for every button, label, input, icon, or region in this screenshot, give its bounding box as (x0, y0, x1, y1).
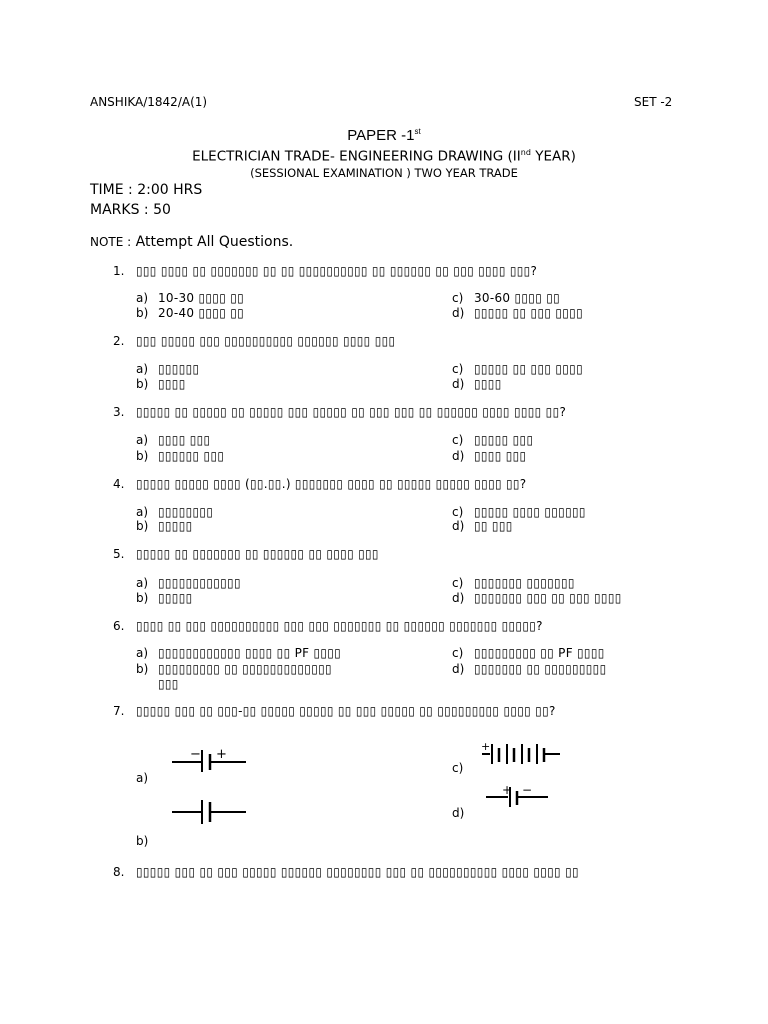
battery-symbol-d (484, 783, 556, 809)
plus-sign: + (216, 747, 227, 762)
battery-symbol-c (480, 740, 570, 766)
plus-sign: + (481, 740, 491, 753)
reference-code: ANSHIKA/1842/A(1) (90, 95, 208, 109)
plus-sign: + (502, 783, 513, 797)
battery-symbol-a (168, 744, 252, 774)
set-number: SET -2 (634, 95, 673, 109)
minus-sign: − (522, 783, 533, 797)
exam-subtitle: (SESSIONAL EXAMINATION ) TWO YEAR TRADE (250, 166, 518, 180)
marks-label: MARKS : 50 (90, 202, 171, 218)
time-label: TIME : 2:00 HRS (90, 182, 203, 198)
exam-page: ANSHIKA/1842/A(1) SET -2 PAPER -1st ELECTRICIAN TRADE- ENGINEERING DRAWING (IInd YEAR) (SESSIONAL EXAMINATION ) TWO YEAR TRADE TIME : 2:00 HRS MARKS : 50 NOTE : Attempt All Questions. 1. ▯▯▯ ▯▯▯▯ ▯▯ ▯▯▯▯▯▯▯ ▯▯ ▯▯ ▯▯▯▯▯▯▯▯▯▯ ▯▯ ▯▯▯▯▯▯ ▯▯ ▯▯▯ ▯▯▯▯ ▯▯▯? a) 10-30 ▯▯▯▯ ▯▯ b) 20-40 ▯▯▯▯ ▯▯ c) 30-60 ▯▯▯▯ ▯▯ d) ▯▯▯▯▯ ▯▯ ▯▯▯ ▯▯▯▯ 2. ▯▯▯ ▯▯▯▯▯ ▯▯▯ ▯▯▯▯▯▯▯▯▯▯ ▯▯▯▯▯▯ ▯▯▯▯ ▯▯▯ a) ▯▯▯▯▯▯ b) ▯▯▯▯ c) ▯▯▯▯▯ ▯▯ ▯▯▯ ▯▯▯▯ d) ▯▯▯▯ 3. ▯▯▯▯▯ ▯▯ ▯▯▯▯▯ ▯▯ ▯▯▯▯▯ ▯▯▯ ▯▯▯▯▯ ▯▯ ▯▯▯ ▯▯▯ ▯▯ ▯▯▯▯▯▯ ▯▯▯▯ ▯▯▯▯ ▯▯? a) ▯▯▯▯ ▯▯▯ b) ▯▯▯▯▯▯ ▯▯▯ c) ▯▯▯▯▯ ▯▯▯ d) ▯▯▯▯ ▯▯▯ 4. ▯▯▯▯▯ ▯▯▯▯▯ ▯▯▯▯ (▯▯.▯▯.) ▯▯▯▯▯▯▯ ▯▯▯▯ ▯▯ ▯▯▯▯▯ ▯▯▯▯▯ ▯▯▯▯ ▯▯? a) ▯▯▯▯▯▯▯▯ b) ▯▯▯▯▯ c) ▯▯▯▯▯ ▯▯▯▯ ▯▯▯▯▯▯ d) ▯▯ ▯▯▯ 5. ▯▯▯▯▯ ▯▯ ▯▯▯▯▯▯▯ ▯▯ ▯▯▯▯▯▯ ▯▯ ▯▯▯▯ ▯▯▯ a) ▯▯▯▯▯▯▯▯▯▯▯▯ b) ▯▯▯▯▯ c) ▯▯▯▯▯▯▯ ▯▯▯▯▯▯▯ d) ▯▯▯▯▯▯▯ ▯▯▯ ▯▯ ▯▯▯ ▯▯▯▯ 6. ▯▯▯▯ ▯▯ ▯▯▯ ▯▯▯▯▯▯▯▯▯▯ ▯▯▯ ▯▯▯ ▯▯▯▯▯▯▯ ▯▯ ▯▯▯▯▯▯ ▯▯▯▯▯▯▯ ▯▯▯▯▯? a) ▯▯▯▯▯▯▯▯▯▯▯▯ ▯▯▯▯ ▯▯ PF ▯▯▯▯ b) ▯▯▯▯▯▯▯▯▯ ▯▯ ▯▯▯▯▯▯▯▯▯▯▯▯▯ ▯▯▯ c) ▯▯▯▯▯▯▯▯▯ ▯▯ PF ▯▯▯▯ d) ▯▯▯▯▯▯▯ ▯▯ ▯▯▯▯▯▯▯▯▯ 7. ▯▯▯▯▯ ▯▯▯ ▯▯ ▯▯▯-▯▯ ▯▯▯▯▯ ▯▯▯▯▯ ▯▯ ▯▯▯ ▯▯▯▯▯ ▯▯ ▯▯▯▯▯▯▯▯▯ ▯▯▯▯ ▯▯? a) b) c) d) − + + + − 8. ▯▯▯▯▯ ▯▯▯ ▯▯ ▯▯▯ ▯▯▯▯▯ ▯▯▯▯▯▯ ▯▯▯▯▯▯▯▯ ▯▯▯ ▯▯ ▯▯▯▯▯▯▯▯▯▯ ▯▯▯▯ ▯▯▯▯ ▯▯ (0, 0, 768, 1024)
minus-sign: − (190, 747, 201, 762)
note-line: NOTE : Attempt All Questions. (90, 234, 294, 250)
trade-title: ELECTRICIAN TRADE- ENGINEERING DRAWING (IInd YEAR) (192, 148, 576, 165)
battery-symbol-b (168, 796, 252, 826)
paper-title: PAPER -1st (347, 127, 421, 144)
